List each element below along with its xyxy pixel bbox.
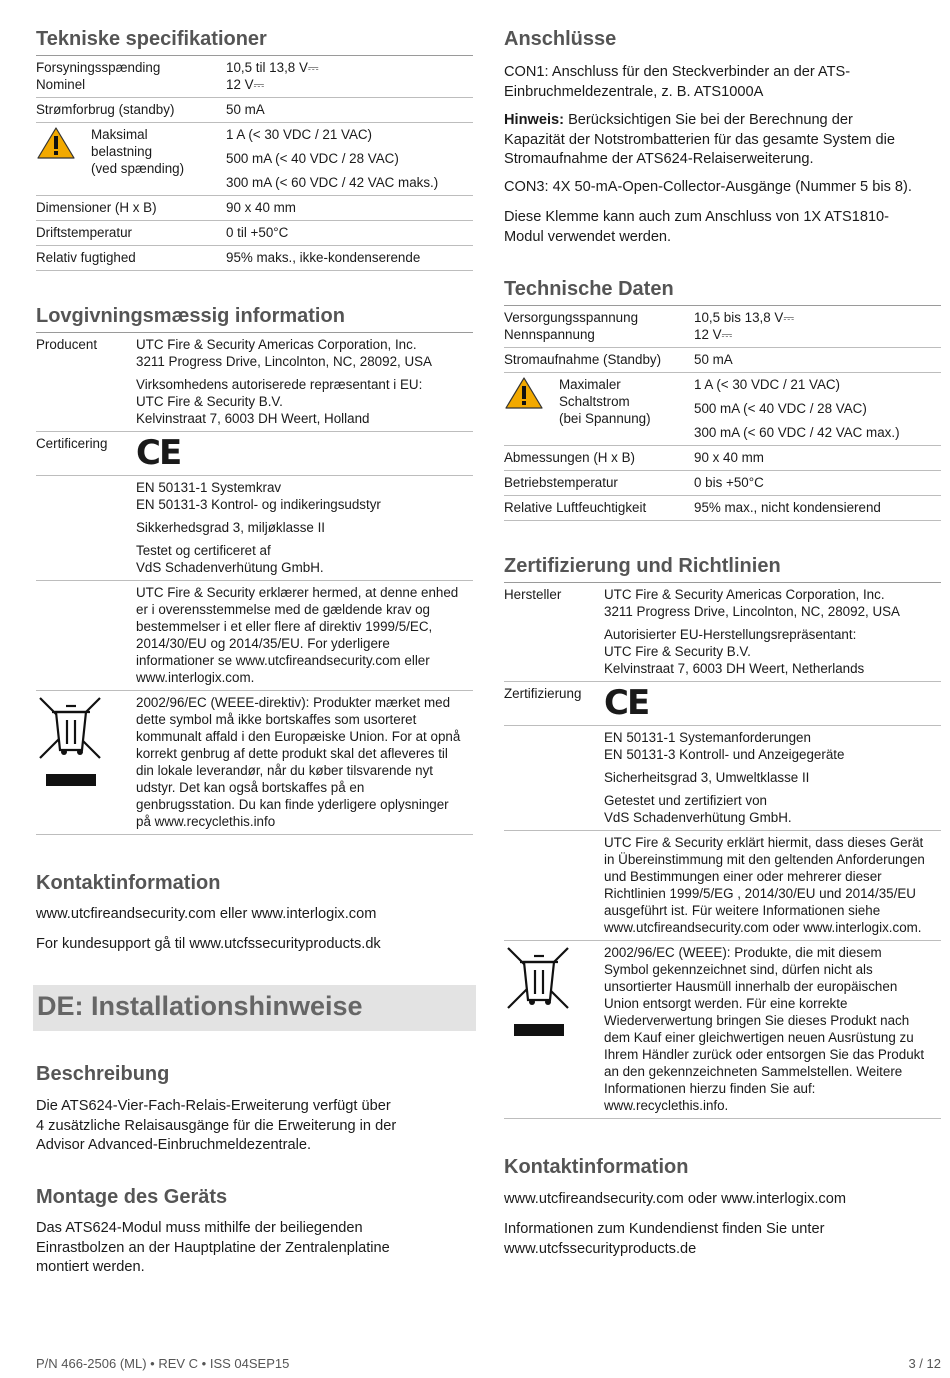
tech-specs-table: [36, 55, 473, 271]
ce-mark-icon: CE: [136, 433, 181, 473]
weee-text-de: 2002/96/EC (WEEE): Produkte, die mit diesem Symbol gekennzeichnet sind, dürfen nicht als unsortierter Hausmüll innerhalb der europäischen Union entsorgt werden. Für eine korrekte Wiederverwertung bringen Sie dieses Produkt nach dem Kauf einer gleichwertigen neuen Ausrüstung zu Ihrem Händler zurück oder entsorgen Sie das Produkt an den gekennzeichneten Sammelstellen. Weitere Informationen hierzu finden Sie auf: www.recyclethis.info.: [604, 945, 925, 1113]
producer-cell: [136, 333, 473, 432]
footer-part-number: P/N 466-2506 (ML) • REV C • ISS 04SEP15: [36, 1356, 290, 1371]
spec-label-text: Maksimal belastning (ved spænding): [91, 127, 185, 176]
declaration-text: UTC Fire & Security erklærer hermed, at denne enhed er i overensstemmelse med de gældende krav og bestemmelser i et eller flere af direktiv 1999/5/EC, 2014/30/EU og 2014/35/EU. For yderligere informationer se www.utcfireandsecurity.com eller www.interlogix.com.: [136, 585, 459, 685]
section-banner-title: DE: Installationshinweise: [37, 991, 363, 1021]
spec-label: Betriebstemperatur: [504, 471, 694, 496]
spec-row: [36, 98, 473, 123]
terminal-note-text: Diese Klemme kann auch zum Anschluss von 1X ATS1810- Modul verwendet werden.: [504, 209, 890, 245]
spec-row: [36, 221, 473, 246]
hint-text: [504, 111, 941, 170]
spec-value: 50 mA: [694, 348, 941, 373]
spec-row: [36, 56, 473, 98]
spec-value: 90 x 40 mm: [694, 446, 941, 471]
contact-support-left: For kundesupport gå til www.utcfssecurityproducts.dk: [36, 936, 381, 952]
manufacturer-label: Hersteller: [504, 583, 604, 682]
grade-text: Sikkerhedsgrad 3, miljøklasse II: [136, 520, 326, 535]
spec-row: [504, 373, 941, 446]
weee-icon-cell-de: [504, 941, 604, 1119]
grade-text-de: Sicherheitsgrad 3, Umweltklasse II: [604, 770, 810, 785]
description-text: Die ATS624-Vier-Fach-Relais-Erweiterung verfügt über 4 zusätzliche Relaisausgänge für die Erweiterung in der Advisor Advanced-Einbruchmeldezentrale.: [36, 1098, 397, 1153]
spec-row: [504, 306, 941, 348]
cert-label: Certificering: [36, 432, 136, 476]
spec-row: [504, 348, 941, 373]
weee-icon-cell: [36, 691, 136, 835]
spec-label: Relativ fugtighed: [36, 246, 226, 271]
contact-web-right: www.utcfireandsecurity.com oder www.interlogix.com: [504, 1191, 846, 1207]
regulatory-table: [36, 332, 473, 835]
contact-heading-left: Kontaktinformation: [36, 872, 221, 894]
regulatory-heading: Lovgivningsmæssig information: [36, 305, 345, 327]
contact-support-right: Informationen zum Kundendienst finden Sie unter www.utcfssecurityproducts.de: [504, 1221, 825, 1257]
contact-heading-right: Kontaktinformation: [504, 1156, 689, 1178]
spec-label-text: Maximaler Schaltstrom (bei Spannung): [559, 377, 651, 426]
spec-row: [36, 196, 473, 221]
connections-heading: Anschlüsse: [504, 28, 617, 50]
con1-text: CON1: Anschluss für den Steckverbinder an der ATS- Einbruchmeldezentrale, z. B. ATS1000A: [504, 64, 851, 100]
spec-value: 95% maks., ikke-kondenserende: [226, 246, 473, 271]
spec-row: [504, 471, 941, 496]
hint-label: Hinweis:: [504, 112, 565, 128]
description-heading: Beschreibung: [36, 1063, 170, 1085]
spec-row: [504, 496, 941, 521]
spec-label: Versorgungsspannung Nennspannung: [504, 306, 694, 348]
eu-rep-text: Virksomhedens autoriserede repræsentant i EU: UTC Fire & Security B.V. Kelvinstraat 7, 6003 DH Weert, Holland: [136, 377, 423, 426]
spec-value: 50 mA: [226, 98, 473, 123]
section-banner: [33, 985, 476, 1031]
spec-row: [36, 246, 473, 271]
spec-label: Stromaufnahme (Standby): [504, 348, 694, 373]
spec-value: 1 A (< 30 VDC / 21 VAC) 500 mA (< 40 VDC / 28 VAC) 300 mA (< 60 VDC / 42 VAC maks.): [226, 123, 473, 196]
spec-row: [504, 446, 941, 471]
spec-label: [36, 123, 226, 196]
standards-text-de: EN 50131-1 Systemanforderungen EN 50131-3 Kontroll- und Anzeigegeräte: [604, 730, 845, 762]
hint-body: Berücksichtigen Sie bei der Berechnung der Kapazität der Notstrombatterien für das gesamte System die Stromaufnahme der ATS624-Relaiserweiterung.: [504, 112, 895, 167]
spec-label: Driftstemperatur: [36, 221, 226, 246]
standards-cell: [136, 476, 473, 581]
producer-text: UTC Fire & Security Americas Corporation, Inc. 3211 Progress Drive, Lincolnton, NC, 28092, USA: [136, 337, 432, 369]
footer-page-number: 3 / 12: [908, 1356, 941, 1371]
spec-label: Abmessungen (H x B): [504, 446, 694, 471]
warning-icon: [36, 126, 76, 160]
spec-value: 10,5 til 13,8 V⎓ 12 V⎓: [226, 56, 473, 98]
spec-label: Relative Luftfeuchtigkeit: [504, 496, 694, 521]
cert-label-de: Zertifizierung: [504, 682, 604, 726]
spec-value: 0 bis +50°C: [694, 471, 941, 496]
spec-label: Strømforbrug (standby): [36, 98, 226, 123]
contact-web-left: www.utcfireandsecurity.com eller www.interlogix.com: [36, 906, 377, 922]
eu-rep-text-de: Autorisierter EU-Herstellungsrepräsentant: UTC Fire & Security B.V. Kelvinstraat 7, 6003 DH Weert, Netherlands: [604, 627, 865, 676]
tested-text: Testet og certificeret af VdS Schadenverhütung GmbH.: [136, 543, 324, 575]
spec-value: 90 x 40 mm: [226, 196, 473, 221]
ce-mark-icon: CE: [604, 683, 649, 723]
con3-text: CON3: 4X 50-mA-Open-Collector-Ausgänge (Nummer 5 bis 8).: [504, 179, 912, 195]
declaration-text-de: UTC Fire & Security erklärt hiermit, dass dieses Gerät in Übereinstimmung mit den geltenden Anforderungen und Bestimmungen einer oder mehrerer dieser Richtlinien 1999/5/EG , 2014/30/EU und 2014/35/EU ausgeführt ist. Für weitere Informationen siehe www.utcfireandsecurity.com oder www.interlogix.com.: [604, 835, 925, 935]
warning-icon: [504, 376, 544, 410]
spec-value: 1 A (< 30 VDC / 21 VAC) 500 mA (< 40 VDC / 28 VAC) 300 mA (< 60 VDC / 42 VAC max.): [694, 373, 941, 446]
spec-label: Dimensioner (H x B): [36, 196, 226, 221]
spec-row: [36, 123, 473, 196]
spec-value: 95% max., nicht kondensierend: [694, 496, 941, 521]
weee-text: 2002/96/EC (WEEE-direktiv): Produkter mærket med dette symbol må ikke bortskaffes som usorteret kommunalt affald i den Europæiske Union. For at opnå korrekt genbrug af dette produkt skal det afleveres til din lokale leverandør, når du køber tilsvarende nyt udstyr. Det kan også bortskaffes på en genbrugsstation. Du kan finde yderligere oplysninger på www.recyclethis.info: [136, 695, 461, 829]
producer-label: Producent: [36, 333, 136, 432]
tech-specs-heading: Tekniske specifikationer: [36, 28, 267, 50]
certification-heading: Zertifizierung und Richtlinien: [504, 555, 781, 577]
weee-bin-icon: [504, 944, 574, 1039]
tested-text-de: Getestet und zertifiziert von VdS Schadenverhütung GmbH.: [604, 793, 792, 825]
tech-data-heading: Technische Daten: [504, 278, 674, 300]
spec-value: 0 til +50°C: [226, 221, 473, 246]
spec-label: [504, 373, 694, 446]
weee-bin-icon: [36, 694, 106, 789]
standards-text: EN 50131-1 Systemkrav EN 50131-3 Kontrol- og indikeringsudstyr: [136, 480, 381, 512]
mounting-text: Das ATS624-Modul muss mithilfe der beiliegenden Einrastbolzen an der Hauptplatine der Zentralenplatine montiert werden.: [36, 1220, 390, 1275]
tech-data-table: [504, 305, 941, 521]
spec-value: 10,5 bis 13,8 V⎓ 12 V⎓: [694, 306, 941, 348]
mounting-heading: Montage des Geräts: [36, 1186, 228, 1208]
certification-table: [504, 582, 941, 1119]
spec-label: Forsyningsspænding Nominel: [36, 56, 226, 98]
manufacturer-text: UTC Fire & Security Americas Corporation, Inc. 3211 Progress Drive, Lincolnton, NC, 28092, USA: [604, 587, 900, 619]
